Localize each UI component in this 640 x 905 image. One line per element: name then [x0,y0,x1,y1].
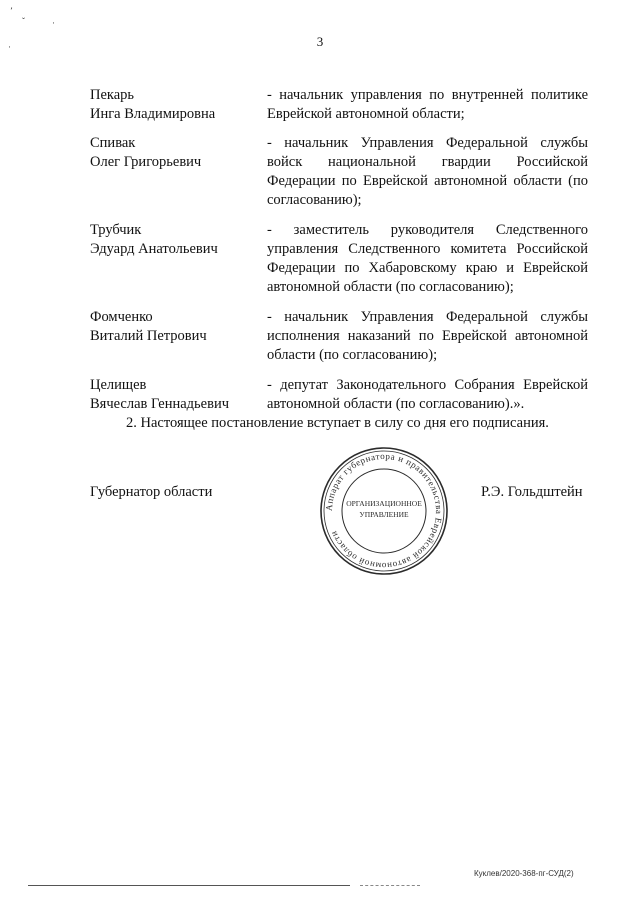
official-stamp [317,444,451,578]
person-name [90,221,260,259]
person-role: - начальник Управления Федеральной службы исполнения наказаний по Еврейской автономной области (по согласованию); [267,309,588,363]
footer-divider-dashed [360,885,420,886]
given-name: Вячеслав Геннадьевич [90,396,230,412]
scan-speck: · [8,42,11,52]
surname: Целищев [90,377,147,393]
scan-speck: ˇ [22,16,25,26]
seal-ring-text: Аппарат губернатора и правительства Еврейской автономной области [323,450,445,572]
person-role: - начальник управления по внутренней политике Еврейской автономной области; [267,87,588,122]
scan-speck: ٬ [10,6,13,16]
effective-clause: 2. Настоящее постановление вступает в силу со дня его подписания. [126,415,549,431]
person-role: - заместитель руководителя Следственного управления Следственного комитета Российской Федерации по Хабаровскому краю и Еврейской автономной области (по согласованию); [267,222,588,295]
person-name [90,308,260,346]
signatory-title: Губернатор области [90,484,213,500]
given-name: Инга Владимировна [90,106,216,122]
footer-divider [28,885,350,886]
given-name: Олег Григорьевич [90,154,202,170]
given-name: Эдуард Анатольевич [90,241,218,257]
person-role: - депутат Законодательного Собрания Еврейской автономной области (по согласованию).». [267,377,588,412]
seal-center-line-2: УПРАВЛЕНИЕ [359,510,409,519]
person-role: - начальник Управления Федеральной службы войск национальной гвардии Российской Федерации по Еврейской автономной области (по согласованию); [267,135,588,208]
scan-speck: · [52,18,55,28]
surname: Трубчик [90,222,142,238]
person-name [90,86,260,124]
person-name [90,376,260,414]
person-name [90,134,260,172]
surname: Спивак [90,135,136,151]
document-code: Куклев/2020-368-пг-СУД(2) [474,869,574,878]
surname: Пекарь [90,87,135,103]
surname: Фомченко [90,309,153,325]
signatory-name: Р.Э. Гольдштейн [481,484,583,500]
seal-center-line-1: ОРГАНИЗАЦИОННОЕ [346,499,422,508]
page-number: 3 [316,34,324,49]
given-name: Виталий Петрович [90,328,207,344]
